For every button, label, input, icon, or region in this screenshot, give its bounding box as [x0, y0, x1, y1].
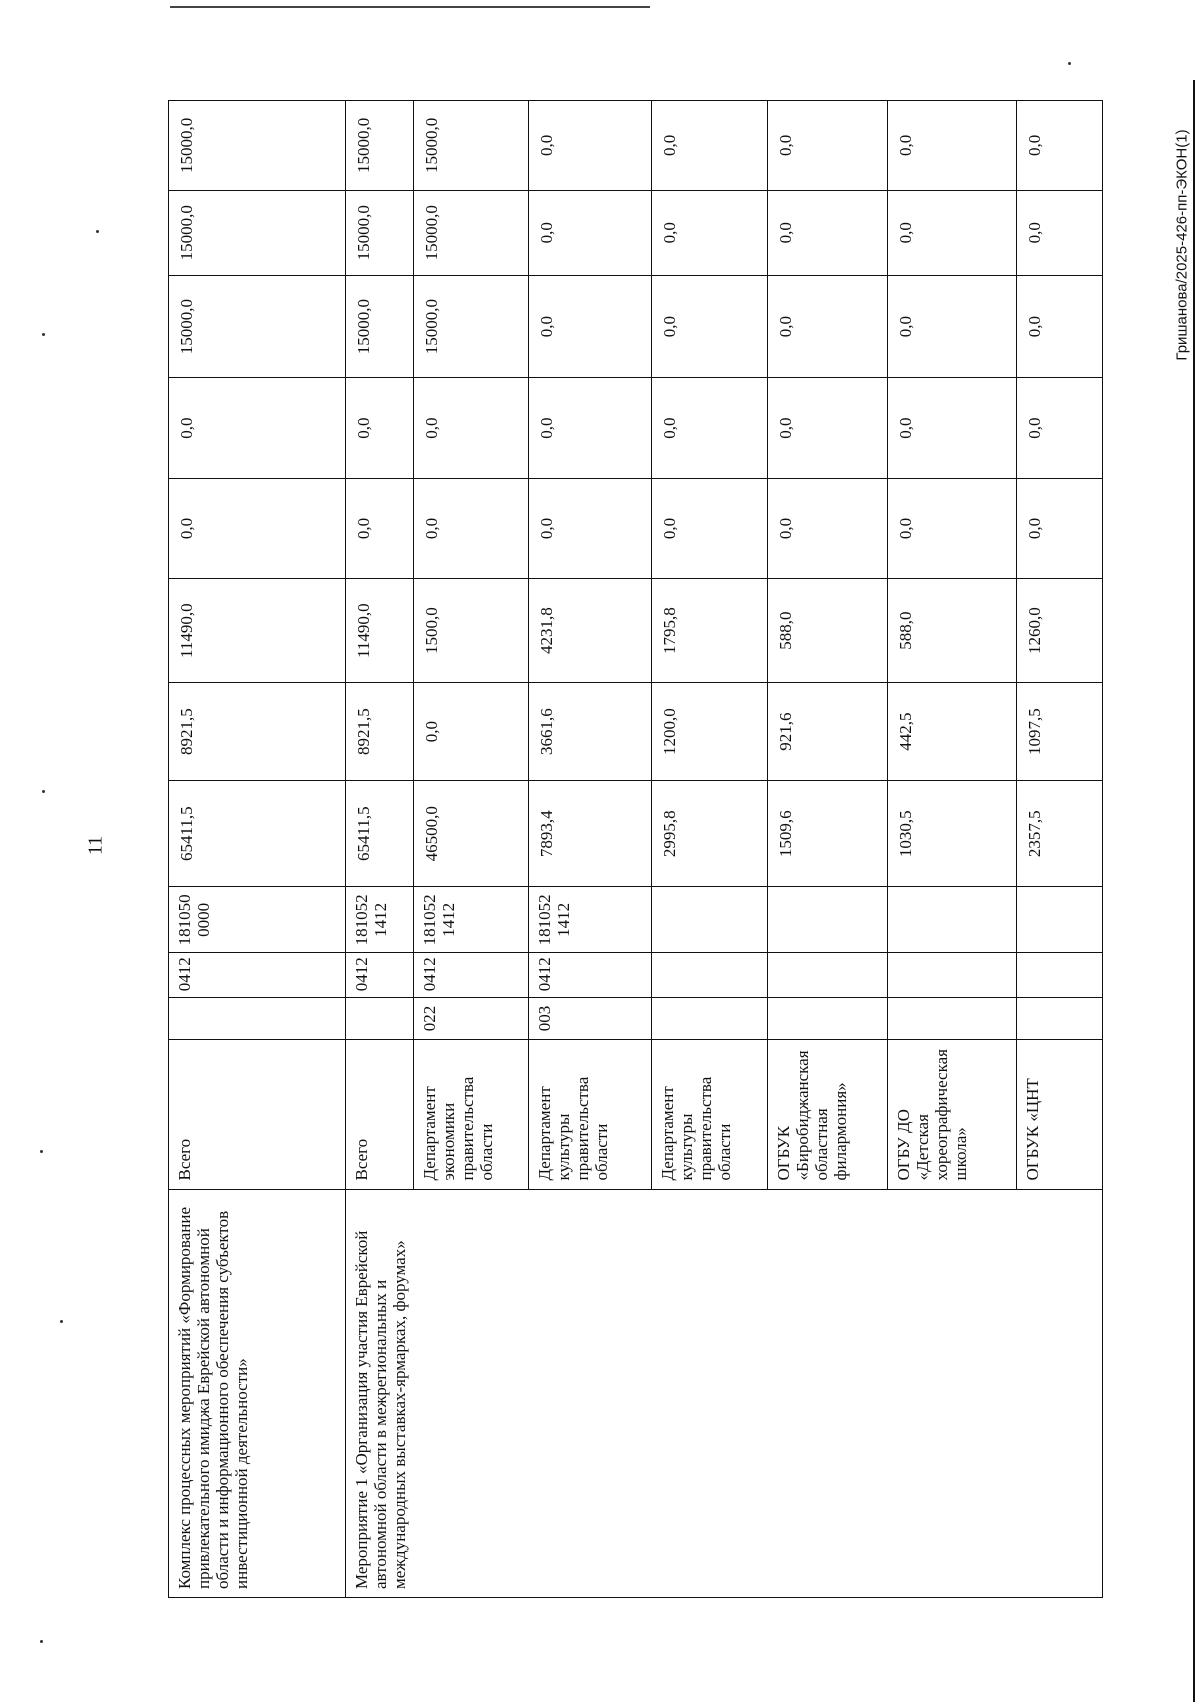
value-year-7: 0,0 — [888, 101, 1017, 191]
grbs-code — [652, 998, 768, 1039]
table-row — [346, 101, 414, 1598]
value-year-7: 0,0 — [768, 101, 888, 191]
csr-code — [888, 887, 1017, 953]
value-year-2: 1260,0 — [1017, 579, 1103, 683]
csr-code: 1810521412 — [346, 887, 414, 953]
grbs-code — [169, 998, 346, 1039]
value-year-2: 1500,0 — [414, 579, 529, 683]
scan-speck — [40, 1640, 43, 1643]
value-year-7: 0,0 — [652, 101, 768, 191]
value-total: 65411,5 — [346, 781, 414, 887]
value-year-3: 0,0 — [169, 478, 346, 578]
right-margin-rule — [1193, 80, 1195, 1702]
rzpr-code: 0412 — [346, 953, 414, 998]
document-reference: Гришанова/2025-426-пп-ЭКОН(1) — [1173, 129, 1191, 361]
rzpr-code — [652, 953, 768, 998]
value-total: 46500,0 — [414, 781, 529, 887]
value-year-6: 15000,0 — [169, 190, 346, 275]
value-year-3: 0,0 — [346, 478, 414, 578]
executor: Всего — [346, 1039, 414, 1189]
scan-speck — [42, 333, 45, 336]
csr-code: 1810521412 — [414, 887, 529, 953]
value-year-5: 0,0 — [529, 275, 652, 378]
scan-speck — [1068, 62, 1071, 65]
budget-table-container — [168, 100, 1102, 1598]
budget-table — [168, 100, 1103, 1598]
value-year-1: 1200,0 — [652, 683, 768, 781]
value-year-4: 0,0 — [1017, 378, 1103, 478]
rzpr-code: 0412 — [169, 953, 346, 998]
value-total: 1509,6 — [768, 781, 888, 887]
value-year-6: 0,0 — [1017, 190, 1103, 275]
grbs-code — [768, 998, 888, 1039]
value-year-7: 15000,0 — [346, 101, 414, 191]
value-year-3: 0,0 — [652, 478, 768, 578]
value-year-4: 0,0 — [888, 378, 1017, 478]
value-year-1: 1097,5 — [1017, 683, 1103, 781]
rzpr-code — [768, 953, 888, 998]
value-year-5: 0,0 — [888, 275, 1017, 378]
rzpr-code: 0412 — [529, 953, 652, 998]
csr-code — [652, 887, 768, 953]
grbs-code — [888, 998, 1017, 1039]
grbs-code: 022 — [414, 998, 529, 1039]
rzpr-code — [1017, 953, 1103, 998]
value-year-2: 1795,8 — [652, 579, 768, 683]
scan-speck — [40, 1150, 43, 1153]
value-year-5: 15000,0 — [169, 275, 346, 378]
value-year-6: 0,0 — [652, 190, 768, 275]
page-number: 11 — [84, 835, 107, 856]
grbs-code — [346, 998, 414, 1039]
executor: ОГБУ ДО «Детская хореографическая школа» — [888, 1039, 1017, 1189]
rzpr-code — [888, 953, 1017, 998]
value-year-1: 8921,5 — [169, 683, 346, 781]
executor: Всего — [169, 1039, 346, 1189]
value-year-1: 8921,5 — [346, 683, 414, 781]
value-year-5: 0,0 — [652, 275, 768, 378]
value-year-2: 11490,0 — [169, 579, 346, 683]
value-year-6: 0,0 — [888, 190, 1017, 275]
rzpr-code: 0412 — [414, 953, 529, 998]
value-year-1: 3661,6 — [529, 683, 652, 781]
value-year-5: 0,0 — [1017, 275, 1103, 378]
grbs-code: 003 — [529, 998, 652, 1039]
value-total: 65411,5 — [169, 781, 346, 887]
value-total: 2357,5 — [1017, 781, 1103, 887]
program-name: Мероприятие 1 «Организация участия Еврейской автономной области в межрегиональных и международных выставках-ярмарках, форумах» — [346, 1189, 1103, 1597]
value-year-6: 15000,0 — [414, 190, 529, 275]
value-year-6: 15000,0 — [346, 190, 414, 275]
value-year-4: 0,0 — [169, 378, 346, 478]
top-scan-rule — [170, 6, 650, 8]
value-year-1: 0,0 — [414, 683, 529, 781]
scan-speck — [60, 1320, 63, 1323]
scan-speck — [96, 230, 99, 233]
grbs-code — [1017, 998, 1103, 1039]
value-year-5: 15000,0 — [414, 275, 529, 378]
value-year-7: 0,0 — [1017, 101, 1103, 191]
executor: Департамент культуры правительства области — [529, 1039, 652, 1189]
value-year-2: 588,0 — [888, 579, 1017, 683]
value-total: 2995,8 — [652, 781, 768, 887]
value-year-4: 0,0 — [414, 378, 529, 478]
value-year-4: 0,0 — [768, 378, 888, 478]
value-year-2: 588,0 — [768, 579, 888, 683]
scan-speck — [42, 790, 45, 793]
value-year-7: 15000,0 — [169, 101, 346, 191]
executor: ОГБУК «ЦНТ — [1017, 1039, 1103, 1189]
value-year-3: 0,0 — [1017, 478, 1103, 578]
value-year-7: 0,0 — [529, 101, 652, 191]
value-year-6: 0,0 — [529, 190, 652, 275]
executor: Департамент экономики правительства области — [414, 1039, 529, 1189]
value-total: 1030,5 — [888, 781, 1017, 887]
value-year-3: 0,0 — [768, 478, 888, 578]
value-year-4: 0,0 — [652, 378, 768, 478]
value-year-5: 15000,0 — [346, 275, 414, 378]
value-year-1: 921,6 — [768, 683, 888, 781]
value-year-3: 0,0 — [888, 478, 1017, 578]
value-year-1: 442,5 — [888, 683, 1017, 781]
executor: Департамент культуры правительства области — [652, 1039, 768, 1189]
executor: ОГБУК «Биробиджанская областная филармония» — [768, 1039, 888, 1189]
value-year-2: 11490,0 — [346, 579, 414, 683]
value-year-6: 0,0 — [768, 190, 888, 275]
value-year-7: 15000,0 — [414, 101, 529, 191]
value-year-3: 0,0 — [414, 478, 529, 578]
csr-code — [768, 887, 888, 953]
table-row — [169, 101, 346, 1598]
value-total: 7893,4 — [529, 781, 652, 887]
csr-code — [1017, 887, 1103, 953]
program-name: Комплекс процессных мероприятий «Формирование привлекательного имиджа Еврейской автономной области и информационного обеспечения субъектов инвестиционной деятельности» — [169, 1189, 346, 1597]
value-year-3: 0,0 — [529, 478, 652, 578]
value-year-2: 4231,8 — [529, 579, 652, 683]
value-year-5: 0,0 — [768, 275, 888, 378]
csr-code: 1810500000 — [169, 887, 346, 953]
value-year-4: 0,0 — [346, 378, 414, 478]
csr-code: 1810521412 — [529, 887, 652, 953]
value-year-4: 0,0 — [529, 378, 652, 478]
